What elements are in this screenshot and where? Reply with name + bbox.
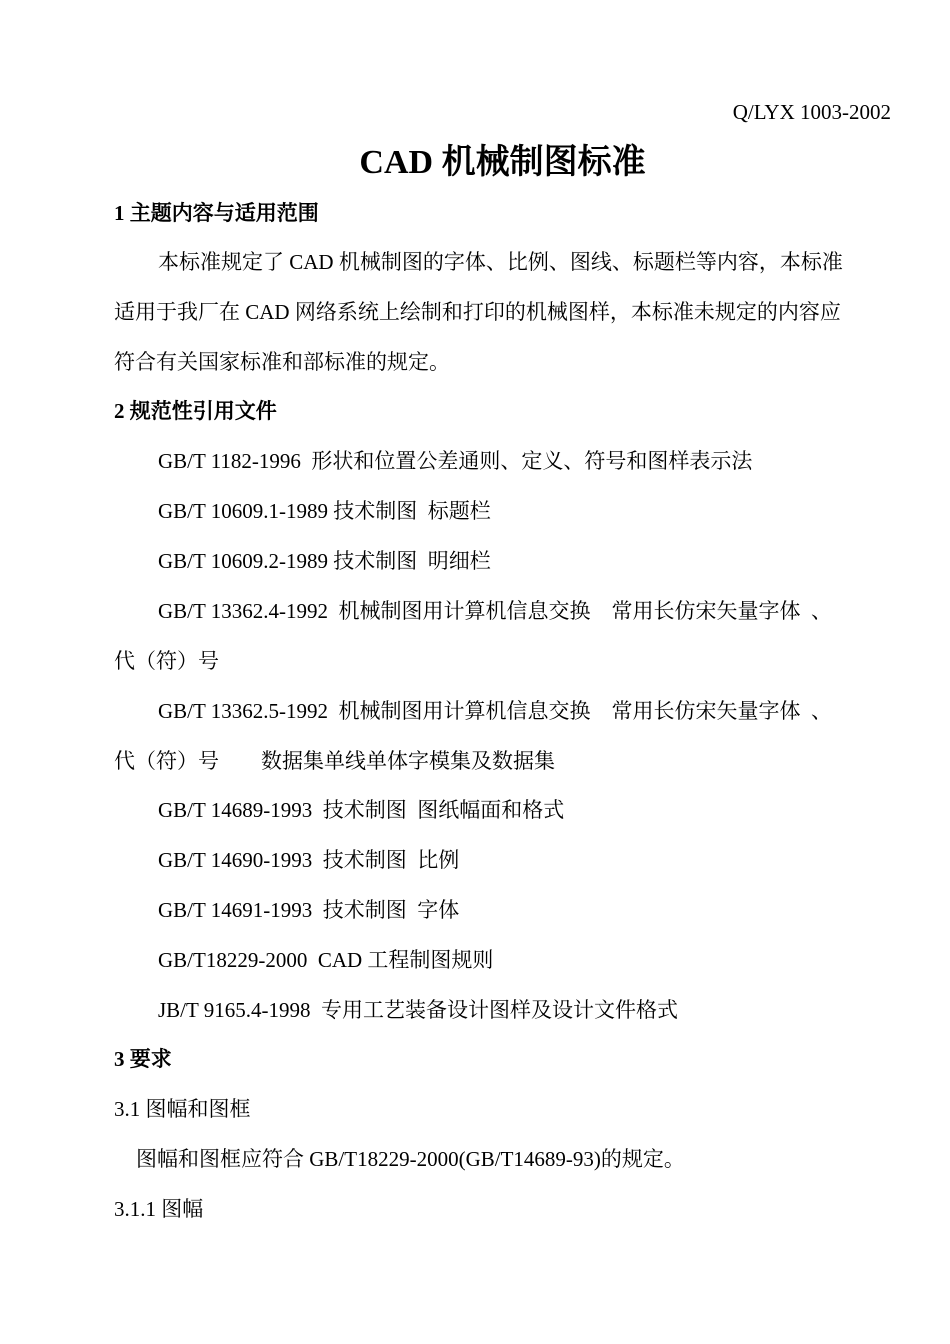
section-1-paragraph-line-1: 本标准规定了 CAD 机械制图的字体、比例、图线、标题栏等内容，本标准 <box>158 250 843 274</box>
reference-item-continuation: 代（符）号 数据集单线单体字模集及数据集 <box>114 749 555 773</box>
subsection-3-1-text: 图幅和图框应符合 GB/T18229-2000(GB/T14689-93)的规定。 <box>136 1147 685 1171</box>
section-1-paragraph-line-3: 符合有关国家标准和部标准的规定。 <box>114 350 450 374</box>
reference-item: GB/T18229-2000 CAD 工程制图规则 <box>158 948 494 972</box>
subsection-3-1-heading: 3.1 图幅和图框 <box>114 1097 251 1121</box>
reference-item: GB/T 14691-1993 技术制图 字体 <box>158 898 460 922</box>
reference-item: GB/T 14689-1993 技术制图 图纸幅面和格式 <box>158 798 565 822</box>
reference-item: GB/T 1182-1996 形状和位置公差通则、定义、符号和图样表示法 <box>158 449 753 473</box>
reference-item: JB/T 9165.4-1998 专用工艺装备设计图样及设计文件格式 <box>158 998 678 1022</box>
reference-item: GB/T 10609.2-1989 技术制图 明细栏 <box>158 549 491 573</box>
section-1-paragraph-line-2: 适用于我厂在 CAD 网络系统上绘制和打印的机械图样，本标准未规定的内容应 <box>114 300 841 324</box>
reference-item-continuation: 代（符）号 <box>114 649 219 673</box>
section-1-heading: 1 主题内容与适用范围 <box>114 201 319 225</box>
reference-item: GB/T 13362.5-1992 机械制图用计算机信息交换 常用长仿宋矢量字体 、 <box>158 699 832 723</box>
section-3-heading: 3 要求 <box>114 1047 172 1071</box>
reference-item: GB/T 14690-1993 技术制图 比例 <box>158 848 460 872</box>
reference-item: GB/T 10609.1-1989 技术制图 标题栏 <box>158 499 491 523</box>
reference-item: GB/T 13362.4-1992 机械制图用计算机信息交换 常用长仿宋矢量字体 、 <box>158 599 832 623</box>
subsection-3-1-1-heading: 3.1.1 图幅 <box>114 1197 204 1221</box>
section-2-heading: 2 规范性引用文件 <box>114 399 277 423</box>
document-title: CAD 机械制图标准 <box>359 144 646 181</box>
document-code: Q/LYX 1003-2002 <box>732 100 891 124</box>
